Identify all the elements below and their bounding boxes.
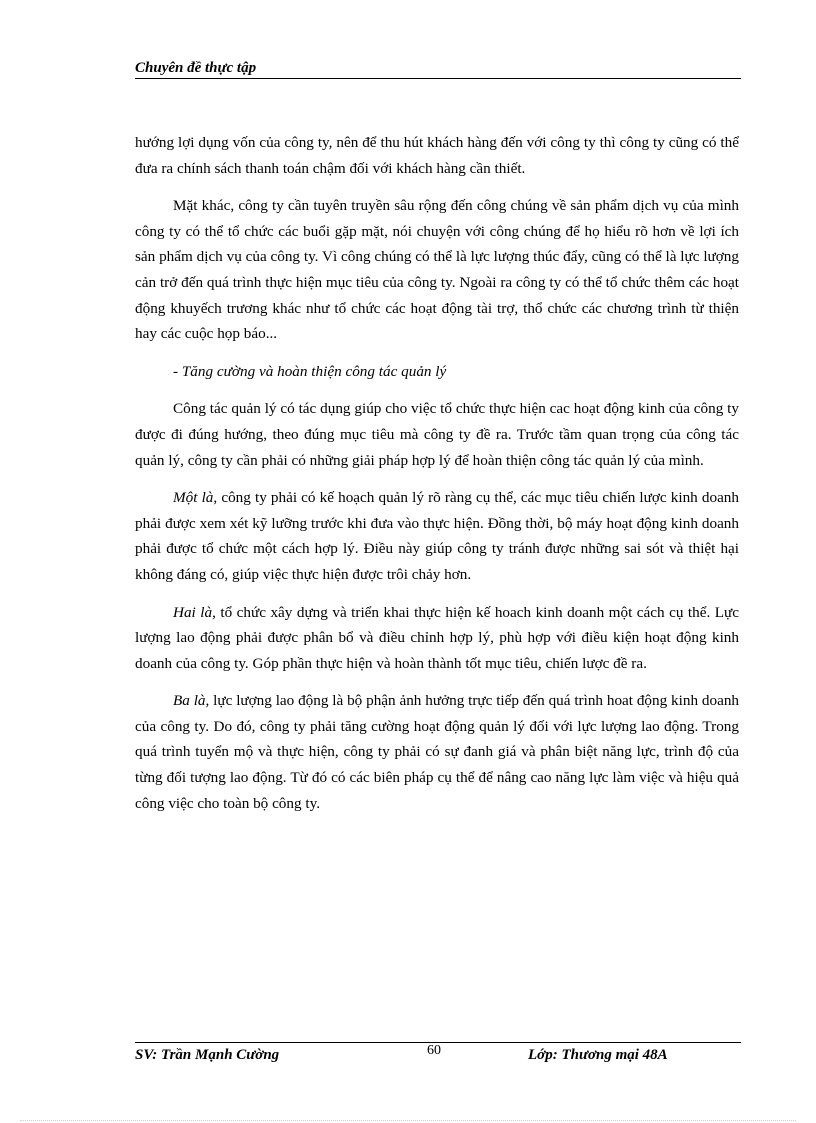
paragraph-point-one [135,485,739,587]
footer-student-name: SV: Trần Mạnh Cường [135,1047,280,1063]
document-body [135,130,739,828]
header-title: Chuyên đề thực tập [135,60,257,76]
page-number: 60 [427,1043,441,1058]
paragraph-management-intro [135,396,739,473]
section-heading-text: - Tăng cường và hoàn thiện công tác quản lý [173,362,447,380]
section-heading-management [135,359,739,385]
paragraph-continuation [135,130,739,181]
paragraph-point-three [135,688,739,816]
page-footer [135,1042,741,1073]
paragraph-text: , công ty phải có kế hoạch quản lý rõ ràng cụ thể, các mục tiêu chiến lược kinh doanh phải được xem xét kỹ lưỡng trước khi đưa vào thực hiện. Đồng thời, bộ máy hoạt động kinh doanh phải được tổ chức một cách hợp lý. Điều này giúp công ty tránh được những sai sót và thiệt hại không đáng có, giúp việc thực hiện được trôi chảy hơn. [135,489,739,583]
paragraph-lead: Hai là [173,603,213,621]
paragraph-point-two [135,600,739,677]
page-header [135,58,741,79]
paragraph-lead: Một là [173,489,214,507]
paragraph-lead: Ba là [173,692,206,710]
paragraph-public-relations [135,193,739,347]
paragraph-text: , tổ chức xây dựng và triển khai thực hiện kế hoach kinh doanh một cách cụ thể. Lực lượng lao động phải được phân bổ và điều chỉnh hợp lý, phù hợp với điều kiện hoạt động kinh doanh của công ty. Góp phần thực hiện và hoàn thành tốt mục tiêu, chiến lược đề ra. [135,603,739,672]
page-bottom-edge [20,1120,796,1121]
footer-class-name: Lớp: Thương mại 48A [528,1047,668,1063]
paragraph-text: , lực lượng lao động là bộ phận ảnh hưởng trực tiếp đến quá trình hoat động kinh doanh của công ty. Do đó, công ty phải tăng cường hoạt động quản lý đối với lực lượng lao động. Trong quá trình tuyển mộ và thực hiện, công ty phải có sự đanh giá và phân biệt năng lực, trình độ của từng đối tượng lao động. Từ đó có các biên pháp cụ thể để nâng cao năng lực làm việc và hiệu quả công việc cho toàn bộ công ty. [135,692,740,812]
paragraph-text: Công tác quản lý có tác dụng giúp cho việc tổ chức thực hiện cac hoạt động kinh của công ty được đi đúng hướng, theo đúng mục tiêu mà công ty đề ra. Trước tầm quan trọng của công tác quản lý, công ty cần phải có những giải pháp hợp lý để hoàn thiện công tác quản lý của mình. [135,400,739,469]
paragraph-text: hướng lợi dụng vốn của công ty, nên để thu hút khách hàng đến với công ty thì công ty cũng có thể đưa ra chính sách thanh toán chậm đối với khách hàng cần thiết. [135,134,739,177]
paragraph-text: Mặt khác, công ty cần tuyên truyền sâu rộng đến công chúng về sản phẩm dịch vụ của mình công ty có thể tổ chức các buổi gặp mặt, nói chuyện với công chúng để họ hiểu rõ hơn về lợi ích sản phẩm dịch vụ của công ty. Vì công chúng có thể là lực lượng thúc đẩy, cũng có thể là lực lượng cản trở đến quá trình thực hiện mục tiêu của công ty. Ngoài ra công ty có thể tổ chức thêm các hoạt động khuyếch trương khác như tổ chức các hoạt động tài trợ, thổ chức các chương trình từ thiện hay các cuộc họp báo... [135,197,739,343]
